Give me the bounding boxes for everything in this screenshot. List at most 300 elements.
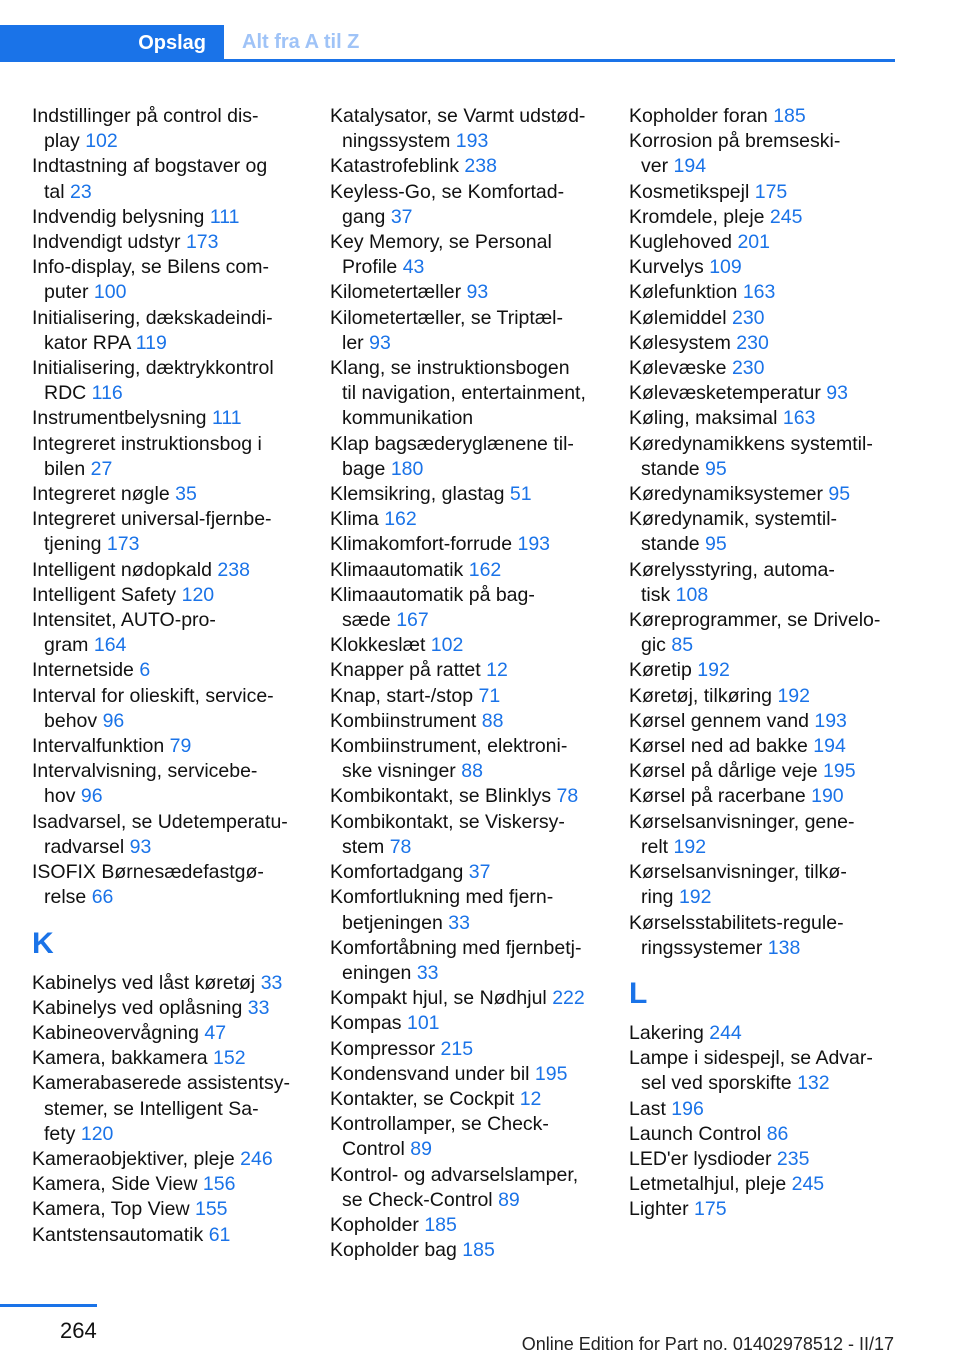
page-link[interactable]: 162: [384, 508, 417, 531]
index-entry-text: puter: [44, 281, 89, 304]
page-link[interactable]: 173: [106, 533, 140, 556]
index-entry: [32, 255, 322, 305]
page-link[interactable]: 51: [509, 483, 532, 506]
index-entry: [330, 154, 600, 179]
index-entry-text: Kamera, bakkamera: [32, 1047, 208, 1070]
page-link[interactable]: 195: [823, 760, 856, 783]
index-entry-text: Kompas: [330, 1012, 402, 1035]
page-link[interactable]: 163: [742, 281, 776, 304]
index-entry-text: Katalysator, se Varmt udstød-: [330, 105, 586, 127]
index-entry: [330, 1112, 600, 1162]
index-entry: [330, 1238, 600, 1263]
index-entry-text: behov: [44, 709, 98, 732]
index-entry-text: Indtastning af bogstaver og: [32, 155, 268, 178]
index-entry-text: Intelligent nødopkald: [32, 558, 212, 581]
index-entry-text: ver: [641, 155, 669, 178]
index-entry-text: sæde: [342, 609, 391, 632]
index-entry: [629, 507, 895, 557]
page-link[interactable]: 88: [461, 760, 483, 783]
page-link[interactable]: 96: [102, 709, 125, 732]
index-entry-text: Køredynamikkens systemtil-: [629, 432, 873, 455]
index-entry-text: Klemsikring, glastag: [330, 483, 505, 506]
index-entry-text: gang: [342, 205, 386, 228]
index-entry-text: Kosmetikspejl: [629, 180, 750, 203]
page-number: 264: [60, 1318, 97, 1343]
page-link[interactable]: 215: [440, 1037, 474, 1060]
page-link[interactable]: 235: [776, 1147, 810, 1170]
index-entry: [629, 734, 895, 759]
index-entry-text: stande: [641, 533, 700, 556]
index-entry: [32, 406, 322, 431]
page-link[interactable]: 93: [826, 382, 848, 405]
index-entry-text: LED'er lysdioder: [629, 1147, 772, 1170]
index-entry-text: Kameraobjektiver, pleje: [32, 1147, 235, 1170]
section-letter: K: [32, 926, 54, 960]
index-entry: [32, 1172, 322, 1197]
page-link[interactable]: 61: [208, 1223, 231, 1246]
index-entry: [330, 810, 600, 860]
index-entry-text: til navigation, entertainment,: [342, 382, 586, 405]
index-entry-text: kator RPA: [44, 331, 131, 354]
page-link[interactable]: 195: [534, 1062, 568, 1085]
index-entry: [629, 129, 895, 179]
index-entry: [330, 734, 600, 784]
index-entry-text: Indvendig belysning: [32, 205, 205, 228]
index-entry-text: tal: [44, 180, 65, 203]
index-entry: [629, 280, 895, 305]
index-entry: [330, 709, 600, 734]
page-link[interactable]: 6: [139, 659, 151, 682]
page-link[interactable]: 230: [731, 306, 765, 329]
index-entry: [330, 532, 600, 557]
page-link[interactable]: 33: [260, 971, 283, 994]
index-entry: [629, 860, 895, 910]
page-link[interactable]: 190: [811, 785, 844, 808]
index-entry: [32, 482, 322, 507]
page-link[interactable]: 163: [782, 407, 816, 430]
page-link[interactable]: 138: [767, 936, 801, 959]
index-entry: [629, 608, 895, 658]
index-entry-text: Køretøj, tilkøring: [629, 684, 773, 707]
page-link[interactable]: 78: [556, 785, 579, 808]
index-entry: [32, 734, 322, 759]
index-entry: [32, 1021, 322, 1046]
index-entry-text: Initialisering, dækskadeindi-: [32, 306, 273, 329]
index-entry: [629, 558, 895, 608]
index-entry-text: Kompressor: [330, 1037, 436, 1060]
index-entry-text: Køredynamiksystemer: [629, 483, 823, 506]
page-link[interactable]: 93: [129, 835, 152, 858]
index-entry: [330, 104, 600, 154]
page-link[interactable]: 192: [777, 684, 810, 707]
page-link[interactable]: 196: [671, 1097, 704, 1120]
index-entry: [629, 406, 895, 431]
index-entry-text: Kontrollamper, se Check-: [330, 1113, 549, 1136]
index-entry: [629, 1197, 895, 1222]
index-entry-text: Knap, start-/stop: [330, 684, 474, 707]
index-entry: [330, 936, 600, 986]
index-entry-text: Kørelysstyring, automa-: [629, 558, 835, 581]
index-entry-text: Indstillinger på control dis-: [32, 105, 259, 127]
index-entry-text: gic: [641, 634, 666, 657]
index-entry: [330, 507, 600, 532]
index-entry: [629, 684, 895, 709]
index-entry-text: Kørsel på racerbane: [629, 785, 806, 808]
index-entry-text: Kamera, Side View: [32, 1173, 198, 1196]
index-entry-text: Interval for olieskift, service-: [32, 684, 274, 707]
index-entry-text: Køredynamik, systemtil-: [629, 508, 838, 531]
index-entry-text: Isadvarsel, se Udetemperatu-: [32, 810, 288, 833]
page-link[interactable]: 47: [204, 1021, 227, 1044]
index-entry-text: stande: [641, 457, 700, 480]
page-link[interactable]: 95: [704, 457, 727, 480]
page-link[interactable]: 222: [552, 987, 585, 1010]
page-link[interactable]: 193: [517, 533, 551, 556]
index-entry-text: Letmetalhjul, pleje: [629, 1173, 787, 1196]
index-entry: [32, 583, 322, 608]
index-entry-text: Lighter: [629, 1198, 689, 1221]
index-entry: [32, 658, 322, 683]
index-entry: [32, 608, 322, 658]
page-link[interactable]: 27: [90, 457, 113, 480]
index-entry: [629, 230, 895, 255]
page-link[interactable]: 194: [813, 735, 846, 758]
index-entry-text: hov: [44, 785, 76, 808]
footer-divider: [0, 1304, 97, 1307]
index-entry: [629, 331, 895, 356]
index-entry-text: Kombiinstrument, elektroni-: [330, 735, 568, 758]
index-entry-text: Kabineovervågning: [32, 1021, 199, 1044]
page-link[interactable]: 185: [462, 1239, 495, 1262]
index-entry: [330, 633, 600, 658]
index-entry: [629, 759, 895, 784]
index-entry-text: Køling, maksimal: [629, 407, 778, 430]
index-entry: [32, 1046, 322, 1071]
page-link[interactable]: 175: [694, 1198, 727, 1221]
page-link[interactable]: 23: [70, 180, 92, 203]
page-link[interactable]: 192: [678, 886, 712, 909]
index-entry: [629, 356, 895, 381]
page-link[interactable]: 175: [754, 180, 788, 203]
index-entry: [330, 1011, 600, 1036]
page-link[interactable]: 194: [673, 155, 707, 178]
index-entry-text: Kabinelys ved oplåsning: [32, 996, 243, 1019]
index-entry: [330, 784, 600, 809]
page-link[interactable]: 95: [828, 483, 851, 506]
section-letter: L: [629, 976, 648, 1010]
index-entry: [330, 180, 600, 230]
header-bar: [0, 25, 895, 62]
page-link[interactable]: 12: [486, 659, 508, 682]
page-link[interactable]: 111: [211, 407, 242, 430]
index-entry-text: Intervalvisning, servicebe-: [32, 760, 258, 783]
page-link[interactable]: 78: [389, 835, 412, 858]
page-link[interactable]: 102: [85, 130, 118, 153]
index-entry-text: sel ved sporskifte: [641, 1072, 792, 1095]
index-entry-text: Lampe i sidespejl, se Advar-: [629, 1047, 873, 1070]
index-entry-text: RDC: [44, 382, 87, 405]
index-entry: [32, 971, 322, 996]
index-entry-text: Kopholder: [330, 1213, 419, 1236]
index-entry-text: radvarsel: [44, 835, 125, 858]
index-entry-text: Kørselsstabilitets-regule-: [629, 911, 844, 934]
index-entry: [330, 1037, 600, 1062]
index-entry: [330, 986, 600, 1011]
index-entry: [330, 306, 600, 356]
page-link[interactable]: 96: [80, 785, 103, 808]
page-link[interactable]: 79: [169, 735, 192, 758]
page-link[interactable]: 93: [369, 331, 391, 354]
index-entry-text: se Check-Control: [342, 1188, 493, 1211]
index-entry: [629, 1046, 895, 1096]
index-entry-text: Katastrofeblink: [330, 155, 459, 178]
index-entry: [629, 1097, 895, 1122]
index-entry-text: ske visninger: [342, 760, 456, 783]
page-link[interactable]: 35: [175, 483, 197, 506]
index-entry-text: Last: [629, 1097, 666, 1120]
index-entry-text: Kondensvand under bil: [330, 1062, 530, 1085]
index-entry-text: Kilometertæller: [330, 281, 462, 304]
page-link[interactable]: 85: [671, 634, 694, 657]
index-entry: [629, 784, 895, 809]
page-link[interactable]: 120: [80, 1122, 114, 1145]
page-link[interactable]: 89: [498, 1188, 520, 1211]
index-entry-text: Kompakt hjul, se Nødhjul: [330, 987, 547, 1010]
page-link[interactable]: 101: [406, 1012, 440, 1035]
index-entry-text: ring: [641, 886, 674, 909]
index-entry: [629, 658, 895, 683]
index-entry: [32, 432, 322, 482]
index-entry: [330, 885, 600, 935]
index-entry-text: Kørselsanvisninger, tilkø-: [629, 861, 847, 884]
index-entry: [32, 1223, 322, 1248]
page-link[interactable]: 245: [791, 1173, 825, 1196]
index-entry-text: Komfortadgang: [330, 861, 464, 884]
tab-alt-fra-a-til-z[interactable]: Alt fra A til Z: [242, 30, 360, 53]
index-entry: [629, 1021, 895, 1046]
index-entry: [330, 1213, 600, 1238]
index-entry-text: Kørsel ned ad bakke: [629, 735, 808, 758]
index-entry: [629, 810, 895, 860]
page-link[interactable]: 37: [468, 861, 491, 884]
index-entry: [32, 306, 322, 356]
index-entry-text: Kamerabaserede assistentsy-: [32, 1072, 290, 1095]
page-link[interactable]: 193: [814, 709, 847, 732]
index-entry: [330, 583, 600, 633]
index-entry-text: relse: [44, 886, 87, 909]
index-entry-text: Indvendigt udstyr: [32, 231, 181, 254]
index-entry-text: Klima: [330, 508, 379, 531]
index-entry: [330, 432, 600, 482]
index-entry-text: Komfortåbning med fjernbetj-: [330, 936, 582, 959]
index-entry: [32, 356, 322, 406]
index-entry-text: Kontakter, se Cockpit: [330, 1087, 515, 1110]
page-link[interactable]: 193: [455, 130, 489, 153]
index-entry-text: Profile: [342, 256, 398, 279]
index-entry-text: ningssystem: [342, 130, 451, 153]
index-entry-text: Korrosion på bremseski-: [629, 130, 841, 153]
page-link[interactable]: 185: [773, 105, 806, 127]
index-entry: [330, 658, 600, 683]
index-entry: [330, 482, 600, 507]
page-link[interactable]: 71: [478, 684, 501, 707]
index-entry: [32, 684, 322, 734]
index-entry-text: ISOFIX Børnesædefastgø-: [32, 861, 264, 884]
index-entry: [629, 482, 895, 507]
index-entry-text: Kombiinstrument: [330, 709, 477, 732]
page-link[interactable]: 185: [424, 1213, 457, 1236]
index-entry-text: Kopholder bag: [330, 1239, 457, 1262]
index-entry: [32, 230, 322, 255]
page-link[interactable]: 246: [240, 1147, 273, 1170]
index-entry: [32, 558, 322, 583]
page-link[interactable]: 33: [448, 911, 470, 934]
index-entry: [32, 104, 322, 154]
index-entry: [629, 709, 895, 734]
page-link[interactable]: 93: [466, 281, 489, 304]
index-entry-text: Køretip: [629, 659, 692, 682]
index-entry-text: stemer, se Intelligent Sa-: [44, 1097, 259, 1120]
page-link[interactable]: 116: [91, 382, 123, 405]
page-link[interactable]: 33: [247, 996, 270, 1019]
page-link[interactable]: 156: [202, 1173, 236, 1196]
index-entry-text: Kørsel på dårlige veje: [629, 760, 818, 783]
page-link[interactable]: 230: [731, 357, 765, 380]
index-entry: [629, 205, 895, 230]
index-entry: [629, 255, 895, 280]
index-entry: [32, 1147, 322, 1172]
index-entry-text: Internetside: [32, 659, 134, 682]
page-link[interactable]: 37: [390, 205, 413, 228]
index-entry: [330, 280, 600, 305]
index-entry: [629, 911, 895, 961]
index-entry: [330, 860, 600, 885]
page-link[interactable]: 173: [185, 231, 219, 254]
page-link[interactable]: 155: [194, 1198, 228, 1221]
index-entry-text: Initialisering, dæktrykkontrol: [32, 357, 274, 380]
index-entry-text: Launch Control: [629, 1122, 762, 1145]
index-entry: [629, 1122, 895, 1147]
index-entry-text: stem: [342, 835, 385, 858]
page-link[interactable]: 111: [209, 205, 240, 228]
index-entry: [32, 860, 322, 910]
index-entry: [629, 306, 895, 331]
index-entry-text: Intervalfunktion: [32, 735, 165, 758]
index-entry: [32, 810, 322, 860]
page-link[interactable]: 180: [390, 457, 424, 480]
index-entry: [330, 558, 600, 583]
page-link[interactable]: 89: [410, 1138, 432, 1161]
index-entry-text: fety: [44, 1122, 76, 1145]
index-entry-text: Intensitet, AUTO-pro-: [32, 609, 216, 632]
index-entry-text: Kromdele, pleje: [629, 205, 765, 228]
page-link[interactable]: 108: [675, 583, 709, 606]
page-link[interactable]: 167: [396, 609, 429, 632]
index-entry-text: Køreprogrammer, se Drivelo-: [629, 609, 881, 632]
index-entry-text: Info-display, se Bilens com-: [32, 256, 269, 279]
index-entry: [330, 684, 600, 709]
tab-opslag[interactable]: Opslag: [0, 25, 224, 62]
index-entry-text: Integreret universal-fjernbe-: [32, 508, 272, 531]
page-link[interactable]: 88: [481, 709, 504, 732]
index-entry-text: Kølefunktion: [629, 281, 738, 304]
index-entry-text: Keyless-Go, se Komfortad-: [330, 180, 565, 203]
index-entry: [32, 1197, 322, 1222]
index-entry-text: Klap bagsæderyglænene til-: [330, 432, 574, 455]
index-column-1: [32, 104, 322, 1248]
index-entry-text: ringssystemer: [641, 936, 763, 959]
edition-note: Online Edition for Part no. 01402978512 - II/17: [521, 1334, 894, 1354]
page-link[interactable]: 33: [416, 961, 439, 984]
index-entry-text: Klimaautomatik: [330, 558, 464, 581]
index-entry-text: Instrumentbelysning: [32, 407, 207, 430]
page-link[interactable]: 109: [709, 256, 742, 279]
index-entry-text: eningen: [342, 961, 412, 984]
index-entry: [629, 432, 895, 482]
page-link[interactable]: 95: [704, 533, 727, 556]
index-entry: [629, 381, 895, 406]
index-entry-text: Integreret nøgle: [32, 483, 170, 506]
index-entry-text: Knapper på rattet: [330, 659, 481, 682]
page-link[interactable]: 192: [673, 835, 707, 858]
page-link[interactable]: 230: [736, 331, 769, 354]
index-entry: [330, 1163, 600, 1213]
index-entry-text: Klokkeslæt: [330, 634, 426, 657]
index-entry: [32, 205, 322, 230]
page-link[interactable]: 238: [217, 558, 250, 581]
index-entry-text: bilen: [44, 457, 86, 480]
index-entry-text: Lakering: [629, 1021, 704, 1044]
index-entry-text: tjening: [44, 533, 102, 556]
index-entry: [32, 1071, 322, 1147]
page-link[interactable]: 119: [135, 331, 167, 354]
page-link[interactable]: 245: [769, 205, 803, 228]
page-link[interactable]: 120: [181, 583, 215, 606]
index-entry-text: Kørselsanvisninger, gene-: [629, 810, 855, 833]
index-entry-text: tisk: [641, 583, 671, 606]
page-link[interactable]: 162: [468, 558, 502, 581]
index-entry-text: Klang, se instruktionsbogen: [330, 357, 570, 380]
page-link[interactable]: 244: [709, 1021, 742, 1044]
index-entry-text: Kombikontakt, se Blinklys: [330, 785, 552, 808]
index-entry-text: Integreret instruktionsbog i: [32, 432, 262, 455]
page-link[interactable]: 164: [93, 634, 127, 657]
page-link[interactable]: 12: [519, 1087, 542, 1110]
index-entry: [629, 180, 895, 205]
page-link[interactable]: 102: [430, 634, 464, 657]
index-entry-text: Kølesystem: [629, 331, 731, 354]
index-entry-text: betjeningen: [342, 911, 443, 934]
page-link[interactable]: 66: [91, 886, 114, 909]
page-link[interactable]: 43: [402, 256, 425, 279]
page-link[interactable]: 201: [737, 231, 770, 254]
page-link[interactable]: 132: [797, 1072, 830, 1095]
page-link[interactable]: 192: [697, 659, 730, 682]
index-entry-text: Klimaautomatik på bag-: [330, 583, 535, 606]
index-entry-text: gram: [44, 634, 89, 657]
index-entry-text: kommunikation: [342, 407, 474, 430]
page-link[interactable]: 100: [93, 281, 127, 304]
page-link[interactable]: 238: [464, 155, 497, 178]
index-entry-text: ler: [342, 331, 364, 354]
header-divider: [0, 59, 895, 62]
index-entry-text: play: [44, 130, 80, 153]
index-entry-text: Key Memory, se Personal: [330, 231, 552, 254]
index-entry: [32, 996, 322, 1021]
page-link[interactable]: 152: [213, 1047, 246, 1070]
page-link[interactable]: 86: [766, 1122, 789, 1145]
index-entry-text: Kantstensautomatik: [32, 1223, 204, 1246]
